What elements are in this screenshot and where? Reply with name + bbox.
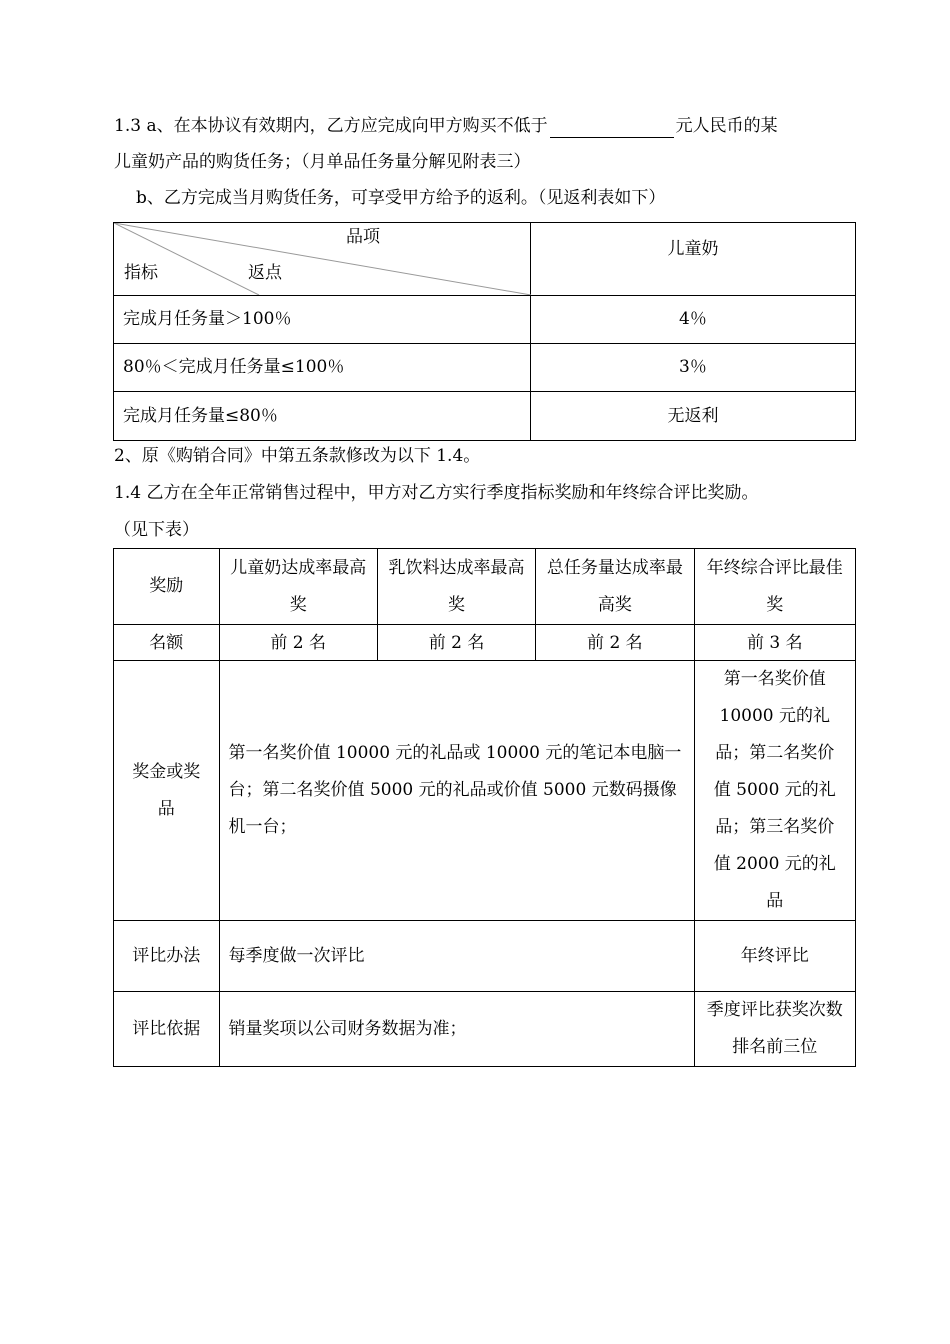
header-item-label: 品项	[346, 227, 380, 247]
table-row	[114, 344, 856, 392]
header-milk-drink-award: 乳饮料达成率最高奖	[377, 549, 535, 625]
table-row	[114, 921, 856, 992]
table-row	[114, 296, 856, 344]
quota-value: 前 3 名	[694, 625, 855, 661]
basis-label: 评比依据	[114, 992, 220, 1067]
quota-value: 前 2 名	[536, 625, 694, 661]
amount-blank-field	[550, 117, 674, 138]
diagonal-lines	[114, 223, 531, 295]
clause-1-3-line2: 儿童奶产品的购货任务；（月单品任务量分解见附表三）	[114, 152, 531, 172]
rebate-value: 无返利	[530, 392, 855, 441]
rebate-table	[113, 222, 856, 441]
clause-1-4-line2: （见下表）	[114, 520, 199, 540]
table-row	[114, 992, 856, 1067]
clause-1-3-text-after: 元人民币的某	[675, 116, 778, 136]
basis-annual: 季度评比获奖次数排名前三位	[694, 992, 855, 1067]
header-indicator-label: 指标	[124, 263, 158, 283]
method-label: 评比办法	[114, 921, 220, 992]
award-table	[113, 548, 856, 1067]
rebate-value: 4％	[530, 296, 855, 344]
method-quarterly: 每季度做一次评比	[219, 921, 694, 992]
header-product: 儿童奶	[530, 223, 855, 296]
rebate-value: 3％	[530, 344, 855, 392]
header-total-task-award: 总任务量达成率最高奖	[536, 549, 694, 625]
quota-label: 名额	[114, 625, 220, 661]
clause-1-3-text-before: 1.3 a、在本协议有效期内，乙方应完成向甲方购买不低于	[114, 116, 548, 136]
header-award: 奖励	[114, 549, 220, 625]
prize-annual: 第一名奖价值10000 元的礼品；第二名奖价值 5000 元的礼品；第三名奖价值 2000 元的礼品	[694, 661, 855, 921]
clause-1-4-line1: 1.4 乙方在全年正常销售过程中，甲方对乙方实行季度指标奖励和年终综合评比奖励。	[114, 483, 759, 503]
clause-1-3-line1	[114, 114, 778, 138]
clause-2: 2、原《购销合同》中第五条款修改为以下 1.4。	[114, 446, 481, 466]
rebate-condition: 完成月任务量＞100％	[114, 296, 531, 344]
rebate-condition: 完成月任务量≤80％	[114, 392, 531, 441]
table-row	[114, 392, 856, 441]
basis-quarterly: 销量奖项以公司财务数据为准；	[219, 992, 694, 1067]
rebate-header-diagonal-cell	[114, 223, 531, 296]
prize-quarterly: 第一名奖价值 10000 元的礼品或 10000 元的笔记本电脑一台；第二名奖价值 5000 元的礼品或价值 5000 元数码摄像机一台；	[219, 661, 694, 921]
quota-value: 前 2 名	[377, 625, 535, 661]
table-row	[114, 661, 856, 921]
header-annual-award: 年终综合评比最佳奖	[694, 549, 855, 625]
table-header-row	[114, 549, 856, 625]
clause-1-3-b: b、乙方完成当月购货任务，可享受甲方给予的返利。（见返利表如下）	[136, 188, 666, 208]
header-kids-milk-award: 儿童奶达成率最高奖	[219, 549, 377, 625]
rebate-condition: 80％＜完成月任务量≤100％	[114, 344, 531, 392]
quota-value: 前 2 名	[219, 625, 377, 661]
header-rebate-label: 返点	[248, 263, 282, 283]
prize-label: 奖金或奖品	[114, 661, 220, 921]
table-row	[114, 625, 856, 661]
method-annual: 年终评比	[694, 921, 855, 992]
